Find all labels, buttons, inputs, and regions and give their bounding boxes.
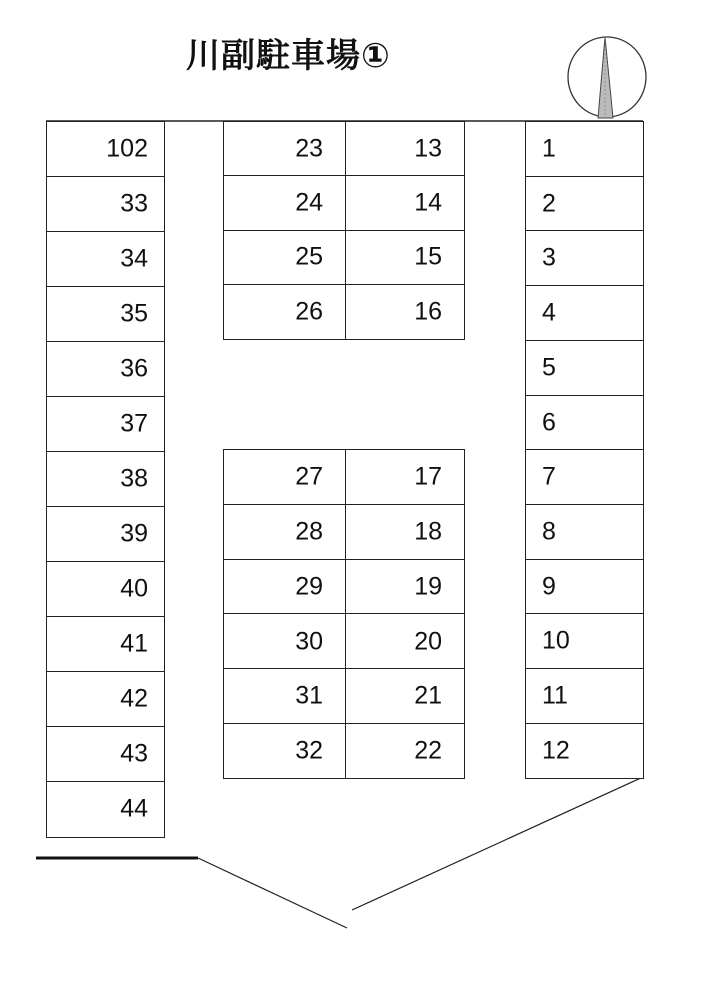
parking-stall[interactable] <box>345 230 465 286</box>
stall-number: 34 <box>120 244 148 273</box>
parking-stall[interactable] <box>223 175 346 231</box>
stall-number: 17 <box>414 462 442 491</box>
page-title: 川副駐車場① <box>186 36 391 76</box>
parking-stall[interactable] <box>345 668 465 724</box>
stall-number: 5 <box>542 353 556 382</box>
stall-number: 20 <box>414 627 442 656</box>
stall-number: 36 <box>120 354 148 383</box>
stall-number: 21 <box>414 681 442 710</box>
stall-number: 19 <box>414 572 442 601</box>
stall-number: 11 <box>542 681 568 710</box>
parking-stall[interactable] <box>223 449 346 505</box>
parking-stall[interactable] <box>46 176 165 233</box>
stall-number: 28 <box>295 517 323 546</box>
parking-stall[interactable] <box>345 613 465 669</box>
parking-stall[interactable] <box>46 616 165 673</box>
stall-number: 22 <box>414 736 442 765</box>
entrance-line-left <box>198 858 347 928</box>
parking-stall[interactable] <box>525 668 644 724</box>
parking-stall[interactable] <box>525 504 644 560</box>
parking-stall[interactable] <box>525 559 644 615</box>
stall-number: 9 <box>542 572 556 601</box>
stall-number: 15 <box>414 242 442 271</box>
stall-number: 35 <box>120 299 148 328</box>
entrance-line-right <box>352 777 643 910</box>
stall-number: 6 <box>542 408 556 437</box>
north-arrow-icon <box>568 37 646 118</box>
stall-number: 18 <box>414 517 442 546</box>
stall-number: 102 <box>106 134 148 163</box>
stall-number: 12 <box>542 736 570 765</box>
stall-number: 33 <box>120 189 148 218</box>
parking-stall[interactable] <box>525 723 644 779</box>
stall-number: 38 <box>120 464 148 493</box>
parking-stall[interactable] <box>525 121 644 177</box>
parking-stall[interactable] <box>223 613 346 669</box>
parking-stall[interactable] <box>223 723 346 779</box>
stall-number: 23 <box>295 134 323 163</box>
stall-number: 3 <box>542 243 556 272</box>
stall-number: 42 <box>120 684 148 713</box>
parking-stall[interactable] <box>46 451 165 508</box>
parking-stall[interactable] <box>46 781 165 838</box>
parking-stall[interactable] <box>46 121 165 178</box>
stall-number: 27 <box>295 462 323 491</box>
parking-stall[interactable] <box>525 613 644 669</box>
parking-stall[interactable] <box>223 121 346 177</box>
stall-number: 40 <box>120 574 148 603</box>
parking-stall[interactable] <box>46 286 165 343</box>
stall-number: 29 <box>295 572 323 601</box>
stall-number: 44 <box>120 794 148 823</box>
parking-stall[interactable] <box>223 284 346 340</box>
parking-stall[interactable] <box>345 121 465 177</box>
parking-stall[interactable] <box>345 559 465 615</box>
stall-number: 10 <box>542 626 570 655</box>
stall-number: 43 <box>120 739 148 768</box>
parking-stall[interactable] <box>46 341 165 398</box>
stall-number: 8 <box>542 517 556 546</box>
parking-stall[interactable] <box>345 504 465 560</box>
parking-stall[interactable] <box>223 668 346 724</box>
parking-stall[interactable] <box>525 285 644 341</box>
parking-stall[interactable] <box>525 449 644 505</box>
stall-number: 31 <box>295 681 323 710</box>
parking-stall[interactable] <box>46 506 165 563</box>
stall-number: 37 <box>120 409 148 438</box>
stall-number: 13 <box>414 134 442 163</box>
stall-number: 39 <box>120 519 148 548</box>
parking-stall[interactable] <box>345 175 465 231</box>
parking-stall[interactable] <box>46 231 165 288</box>
parking-stall[interactable] <box>223 559 346 615</box>
parking-stall[interactable] <box>525 230 644 286</box>
parking-stall[interactable] <box>525 395 644 451</box>
parking-stall[interactable] <box>345 723 465 779</box>
parking-stall[interactable] <box>46 561 165 618</box>
parking-stall[interactable] <box>46 396 165 453</box>
stall-number: 25 <box>295 242 323 271</box>
stall-number: 26 <box>295 297 323 326</box>
parking-stall[interactable] <box>46 671 165 728</box>
stall-number: 32 <box>295 736 323 765</box>
stall-number: 24 <box>295 188 323 217</box>
parking-stall[interactable] <box>345 449 465 505</box>
parking-stall[interactable] <box>223 230 346 286</box>
stall-number: 16 <box>414 297 442 326</box>
parking-stall[interactable] <box>525 340 644 396</box>
stall-number: 41 <box>120 629 148 658</box>
stall-number: 4 <box>542 298 556 327</box>
stall-number: 30 <box>295 627 323 656</box>
stall-number: 7 <box>542 462 556 491</box>
stall-number: 2 <box>542 189 556 218</box>
stall-number: 1 <box>542 134 556 163</box>
parking-stall[interactable] <box>345 284 465 340</box>
stall-number: 14 <box>414 188 442 217</box>
parking-stall[interactable] <box>46 726 165 783</box>
parking-stall[interactable] <box>223 504 346 560</box>
parking-stall[interactable] <box>525 176 644 232</box>
